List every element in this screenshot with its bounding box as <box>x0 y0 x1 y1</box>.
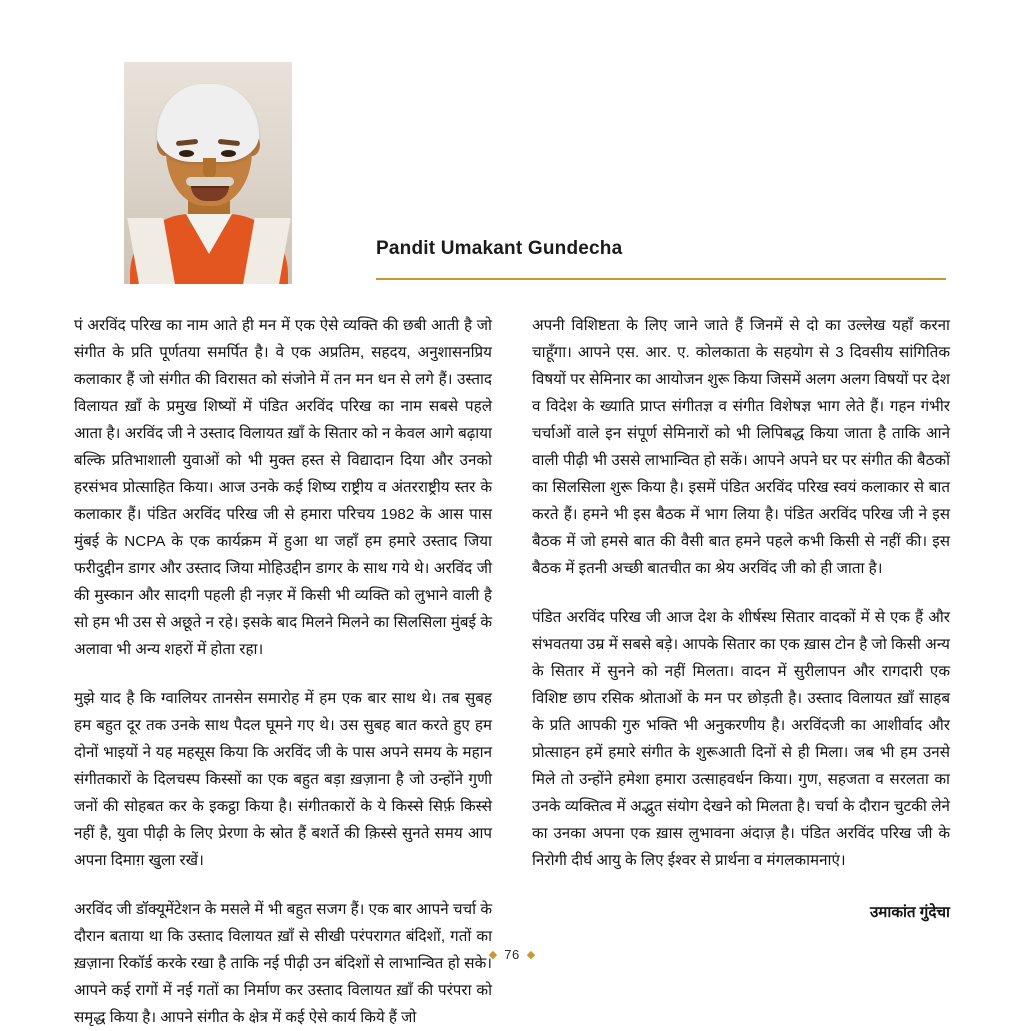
paragraph: पं अरविंद परिख का नाम आते ही मन में एक ऐसे व्यक्ति की छबी आती है जो संगीत के प्रति पूर्णतया समर्पित है। वे एक अप्रतिम, सहदय, अनुशासनप्रिय कलाकार हैं जो संगीत की विरासत को संजोने में तन मन धन से लगे हैं। उस्ताद विलायत ख़ाँ के प्रमुख शिष्यों में पंडित अरविंद परिख का नाम सबसे पहले आता है। अरविंद जी ने उस्ताद विलायत ख़ाँ के सितार को न केवल आगे बढ़ाया बल्कि प्रतिभाशाली युवाओं को भी मुक्त हस्त से विद्यादान दिया और उनको हरसंभव प्रोत्साहित किया। आज उनके कई शिष्य राष्ट्रीय व अंतरराष्ट्रीय स्तर के कलाकार हैं। पंडित अरविंद परिख जी से हमारा परिचय 1982 के आस पास मुंबई के NCPA के एक कार्यक्रम में हुआ था जहाँ हम हमारे उस्ताद जिया फरीदुद्दीन डागर और उस्ताद जिया मोहिउद्दीन डागर के साथ गये थे। अरविंद जी की मुस्कान और सादगी पहली ही नज़र में किसी भी व्यक्ति को लुभाने वाली है सो हम भी उस से अछूते न रहे। इसके बाद मिलने मिलने का सिलसिला मुंबई के अलावा भी अन्य शहरों में होता रहा। <box>74 317 492 658</box>
article-body <box>74 312 950 1031</box>
diamond-left-icon: ◆ <box>488 949 498 962</box>
article-header <box>76 62 948 284</box>
right-column <box>532 312 950 1031</box>
author-signature: उमाकांत गुंदेचा <box>869 904 950 921</box>
portrait-photo <box>124 62 292 284</box>
person-name: Pandit Umakant Gundecha <box>376 238 623 259</box>
diamond-right-icon: ◆ <box>526 949 536 962</box>
portrait-mustache <box>186 177 234 186</box>
header-divider <box>376 278 946 280</box>
page-number: 76 <box>504 947 520 963</box>
paragraph: मुझे याद है कि ग्वालियर तानसेन समारोह में हम एक बार साथ थे। तब सुबह हम बहुत दूर तक उनके साथ पैदल घूमने गए थे। उस सुबह बात करते हुए हम दोनों भाइयों ने यह महसूस किया कि अरविंद जी के पास अपने समय के महान संगीतकारों के दिलचस्प किस्सों का एक बहुत बड़ा ख़ज़ाना है जो उन्होंने गुणी जनों की सोहबत कर के इकट्ठा किया है। संगीतकारों के ये किस्से सिर्फ़ किस्से नहीं है, युवा पीढ़ी के लिए प्रेरणा के स्रोत हैं बशर्ते की क़िस्से सुनते समय आप अपना दिमाग़ खुला रखें। <box>74 690 492 869</box>
portrait-eye-left <box>179 150 194 157</box>
left-column <box>74 312 492 1031</box>
paragraph: अरविंद जी डॉक्यूमेंटेशन के मसले में भी बहुत सजग हैं। एक बार आपने चर्चा के दौरान बताया था कि उस्ताद विलायत ख़ाँ से सीखी परंपरागत बंदिशों, गतों का ख़ज़ाना रिकॉर्ड करके रखा है ताकि नई पीढ़ी उन बंदिशों से लाभान्वित हो सके। आपने कई रागों में नई गतों का निर्माण कर उस्ताद विलायत ख़ाँ की परंपरा को समृद्ध किया है। आपने संगीत के क्षेत्र में कई ऐसे कार्य किये हैं जो <box>74 901 492 1026</box>
person-name-block <box>376 238 946 280</box>
page-footer <box>0 946 1024 962</box>
portrait-nose <box>203 158 216 178</box>
portrait-eye-right <box>221 150 236 157</box>
paragraph: अपनी विशिष्टता के लिए जाने जाते हैं जिनमें से दो का उल्लेख यहाँ करना चाहूँगा। आपने एस. आर. ए. कोलकाता के सहयोग से 3 दिवसीय सांगितिक विषयों पर सेमिनार का आयोजन शुरू किया जिसमें अलग अलग विषयों पर देश व विदेश के ख्याति प्राप्त संगीतज्ञ व संगीत विशेषज्ञ भाग लेते हैं। गहन गंभीर चर्चाओं वाले इन संपूर्ण सेमिनारों को भी लिपिबद्ध किया जाता है ताकि आने वाली पीढ़ी भी उससे लाभान्वित हो सकें। आपने अपने घर पर संगीत की बैठकों का सिलसिला शुरू किया है। इसमें पंडित अरविंद परिख स्वयं कलाकार से बात करते हैं। हमने भी इस बैठक में भाग लिया है। पंडित अरविंद परिख जी ने इस बैठक में जो हमसे बात की वैसी बात हमने पहले कभी किसी से नहीं की। इस बैठक में इतनी अच्छी बातचीत का श्रेय अरविंद जी को ही जाता है। <box>532 317 950 577</box>
paragraph: पंडित अरविंद परिख जी आज देश के शीर्षस्थ सितार वादकों में से एक हैं और संभवतया उम्र में सबसे बड़े। आपके सितार का एक ख़ास टोन है जो किसी अन्य के सितार में सुनने को नहीं मिलता। वादन में सुरीलापन और रागदारी एक विशिष्ट छाप रसिक श्रोताओं के मन पर छोड़ती है। उस्ताद विलायत ख़ाँ साहब के प्रति आपकी गुरु भक्ति भी अनुकरणीय है। अरविंदजी का आशीर्वाद और प्रोत्साहन हमें हमारे संगीत के शुरूआती दिनों से ही मिला। जब भी हम उनसे मिले तो उन्होंने हमेशा हमारा उत्साहवर्धन किया। गुण, सहजता व सरलता का उनके व्यक्तित्व में अद्भुत संयोग देखने को मिलता है। चर्चा के दौरान चुटकी लेने का उनका अपना एक ख़ास लुभावना अंदाज़ है। पंडित अरविंद परिख जी के निरोगी दीर्घ आयु के लिए ईश्वर से प्रार्थना व मंगलकामनाएं। <box>532 609 950 869</box>
